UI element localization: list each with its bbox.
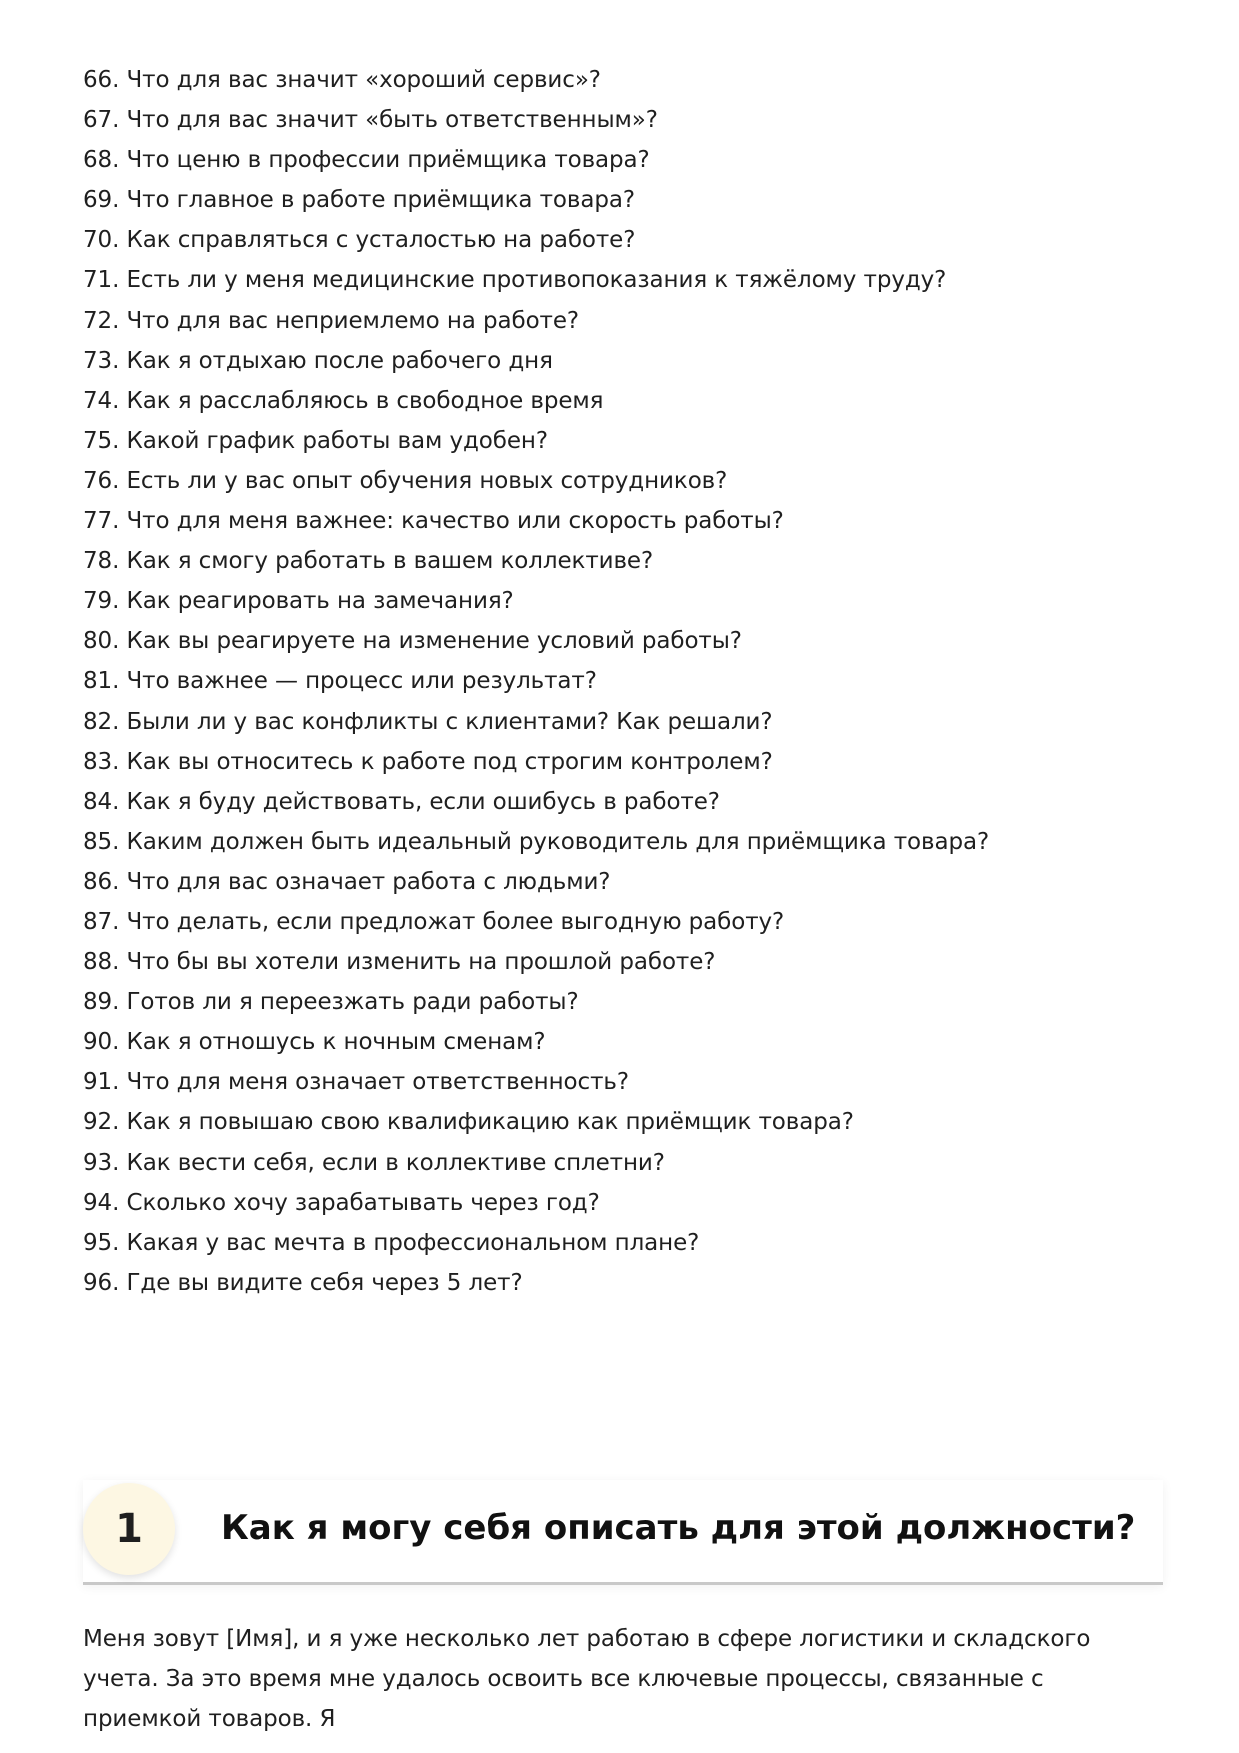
- question-item: 78. Как я смогу работать в вашем коллективе?: [83, 548, 654, 575]
- question-item: 90. Как я отношусь к ночным сменам?: [83, 1029, 546, 1056]
- question-item: 87. Что делать, если предложат более выгодную работу?: [83, 908, 785, 935]
- question-item: 67. Что для вас значит «быть ответственным»?: [83, 107, 658, 134]
- question-item: 66. Что для вас значит «хороший сервис»?: [83, 67, 601, 93]
- question-item: 75. Какой график работы вам удобен?: [83, 427, 548, 454]
- question-item: 83. Как вы относитесь к работе под строгим контролем?: [83, 748, 773, 775]
- question-item: 93. Как вести себя, если в коллективе сплетни?: [83, 1149, 665, 1176]
- question-item: 72. Что для вас неприемлемо на работе?: [83, 307, 580, 334]
- section-number-badge: 1: [83, 1483, 175, 1575]
- question-item: 68. Что ценю в профессии приёмщика товара?: [83, 147, 650, 174]
- question-item: 89. Готов ли я переезжать ради работы?: [83, 989, 579, 1016]
- question-item: 88. Что бы вы хотели изменить на прошлой работе?: [83, 949, 716, 976]
- question-item: 91. Что для меня означает ответственность?: [83, 1069, 629, 1096]
- question-item: 76. Есть ли у вас опыт обучения новых сотрудников?: [83, 467, 728, 494]
- question-item: 74. Как я расслабляюсь в свободное время: [83, 387, 604, 414]
- section-header: [83, 1480, 1163, 1585]
- answer-paragraph: Меня зовут [Имя], и я уже несколько лет работаю в сфере логистики и складского учета. За это время мне удалось освоить все ключевые процессы, связанные с приемкой товаров. Я: [83, 1626, 1091, 1732]
- question-list: [83, 60, 1163, 1303]
- question-item: 79. Как реагировать на замечания?: [83, 588, 514, 615]
- question-item: 92. Как я повышаю свою квалификацию как приёмщик товара?: [83, 1109, 854, 1136]
- question-item: 86. Что для вас означает работа с людьми?: [83, 868, 611, 895]
- question-item: 81. Что важнее — процесс или результат?: [83, 668, 597, 695]
- question-item: 85. Каким должен быть идеальный руководитель для приёмщика товара?: [83, 828, 990, 855]
- question-item: 95. Какая у вас мечта в профессиональном плане?: [83, 1229, 700, 1256]
- question-item: 94. Сколько хочу зарабатывать через год?: [83, 1189, 600, 1216]
- question-item: 96. Где вы видите себя через 5 лет?: [83, 1269, 523, 1296]
- question-item: 71. Есть ли у меня медицинские противопоказания к тяжёлому труду?: [83, 267, 947, 294]
- question-item: 69. Что главное в работе приёмщика товара?: [83, 187, 635, 214]
- question-item: 77. Что для меня важнее: качество или скорость работы?: [83, 508, 784, 535]
- question-item: 80. Как вы реагируете на изменение условий работы?: [83, 628, 742, 655]
- question-item: 70. Как справляться с усталостью на работе?: [83, 227, 636, 254]
- section-title: Как я могу себя описать для этой должности?: [221, 1508, 1136, 1548]
- question-item: 84. Как я буду действовать, если ошибусь в работе?: [83, 788, 720, 815]
- question-item: 82. Были ли у вас конфликты с клиентами? Как решали?: [83, 708, 773, 735]
- question-item: 73. Как я отдыхаю после рабочего дня: [83, 347, 553, 374]
